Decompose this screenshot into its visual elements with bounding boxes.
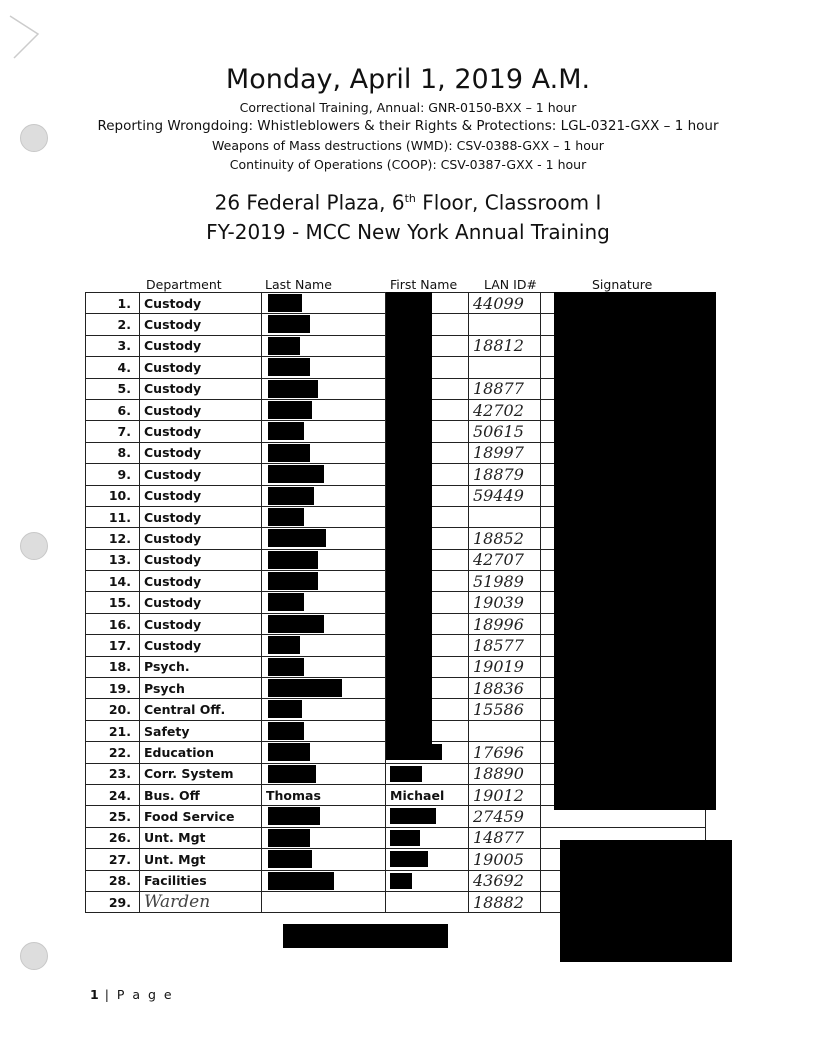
redaction-block [268,337,300,355]
lan-id-cell: 19039 [469,592,541,613]
row-number: 3. [86,335,140,356]
lan-id-cell: 42702 [469,399,541,420]
row-number: 21. [86,720,140,741]
redaction-block [268,679,342,697]
row-number: 6. [86,399,140,420]
lan-id-cell: 18890 [469,763,541,784]
page-corner-mark [8,14,40,60]
row-number: 18. [86,656,140,677]
row-number: 16. [86,613,140,634]
column-header-signature: Signature [592,277,653,292]
last-name-cell [262,656,386,677]
redaction-block [268,294,302,312]
row-number: 5. [86,378,140,399]
row-number: 25. [86,806,140,827]
redaction-block [268,444,310,462]
lan-id-cell [469,357,541,378]
department-cell: Bus. Off [140,784,262,805]
redaction-block [268,401,312,419]
row-number: 12. [86,528,140,549]
lan-id-cell: 18577 [469,635,541,656]
last-name-cell [262,827,386,848]
redaction-block [268,765,316,783]
redaction-block [283,924,448,948]
last-name-cell [262,891,386,912]
redaction-block [268,807,320,825]
department-cell: Custody [140,485,262,506]
department-cell: Corr. System [140,763,262,784]
punch-hole [20,942,48,970]
redaction-block [390,851,428,867]
redaction-block [268,422,304,440]
last-name-cell: Thomas [262,784,386,805]
lan-id-cell: 18882 [469,891,541,912]
lan-id-cell: 43692 [469,870,541,891]
course-line: Correctional Training, Annual: GNR-0150-BXX – 1 hour [239,100,577,115]
last-name-cell [262,335,386,356]
course-line: Reporting Wrongdoing: Whistleblowers & their Rights & Protections: LGL-0321-GXX – 1 hour [97,118,719,134]
department-cell: Warden [140,891,262,912]
lan-id-cell: 14877 [469,827,541,848]
last-name-cell [262,635,386,656]
redaction-block [268,722,304,740]
row-number: 27. [86,849,140,870]
row-number: 14. [86,571,140,592]
department-cell: Facilities [140,870,262,891]
last-name-cell [262,870,386,891]
lan-id-cell: 19005 [469,849,541,870]
last-name-cell [262,293,386,314]
row-number: 15. [86,592,140,613]
lan-id-cell: 18879 [469,464,541,485]
last-name-cell [262,485,386,506]
redaction-block [268,658,304,676]
lan-id-cell: 19012 [469,784,541,805]
lan-id-cell: 44099 [469,293,541,314]
department-cell: Custody [140,571,262,592]
row-number: 8. [86,442,140,463]
redaction-block [554,292,716,810]
first-name-cell [386,849,469,870]
first-name-cell [386,827,469,848]
last-name-cell [262,421,386,442]
last-name-cell [262,613,386,634]
lan-id-cell [469,314,541,335]
first-name-cell [386,870,469,891]
department-cell: Custody [140,293,262,314]
lan-id-cell: 42707 [469,549,541,570]
redaction-block [268,636,300,654]
redaction-block [560,840,732,962]
department-cell: Custody [140,635,262,656]
last-name-cell [262,464,386,485]
row-number: 7. [86,421,140,442]
lan-id-cell: 15586 [469,699,541,720]
department-cell: Custody [140,506,262,527]
department-cell: Central Off. [140,699,262,720]
redaction-block [390,873,412,889]
redaction-block [268,593,304,611]
department-cell: Custody [140,399,262,420]
redaction-block [268,508,304,526]
lan-id-cell: 18812 [469,335,541,356]
first-name-cell [386,763,469,784]
row-number: 26. [86,827,140,848]
location-line: 26 Federal Plaza, 6th Floor, Classroom I [214,190,602,215]
row-number: 24. [86,784,140,805]
lan-id-cell [469,506,541,527]
course-line: Continuity of Operations (COOP): CSV-0387-GXX - 1 hour [229,157,587,172]
redaction-block [390,766,422,782]
lan-id-cell: 18836 [469,678,541,699]
department-cell: Education [140,742,262,763]
last-name-cell [262,399,386,420]
redaction-block [390,830,420,846]
row-number: 9. [86,464,140,485]
first-name-cell [386,891,469,912]
department-cell: Psych [140,678,262,699]
last-name-cell [262,592,386,613]
row-number: 11. [86,506,140,527]
column-header-first-name: First Name [390,277,458,292]
department-cell: Unt. Mgt [140,827,262,848]
training-title: FY-2019 - MCC New York Annual Training [206,219,610,244]
lan-id-cell: 17696 [469,742,541,763]
department-cell: Custody [140,464,262,485]
redaction-block [268,315,310,333]
lan-id-cell: 18877 [469,378,541,399]
department-cell: Safety [140,720,262,741]
last-name-cell [262,720,386,741]
redaction-block [268,743,310,761]
lan-id-cell [469,720,541,741]
department-cell: Food Service [140,806,262,827]
lan-id-cell: 18996 [469,613,541,634]
lan-id-cell: 50615 [469,421,541,442]
column-header-department: Department [146,277,222,292]
department-cell: Custody [140,592,262,613]
department-cell: Custody [140,442,262,463]
last-name-cell [262,528,386,549]
row-number: 28. [86,870,140,891]
redaction-block [268,872,334,890]
column-header-lan-id: LAN ID# [484,277,537,292]
department-cell: Psych. [140,656,262,677]
row-number: 1. [86,293,140,314]
department-cell: Custody [140,421,262,442]
department-cell: Custody [140,549,262,570]
row-number: 20. [86,699,140,720]
redaction-block [268,700,302,718]
department-cell: Custody [140,613,262,634]
last-name-cell [262,314,386,335]
row-number: 23. [86,763,140,784]
last-name-cell [262,763,386,784]
redaction-block [268,850,312,868]
redaction-block [268,380,318,398]
course-line: Weapons of Mass destructions (WMD): CSV-0388-GXX – 1 hour [212,138,604,153]
lan-id-cell: 19019 [469,656,541,677]
redaction-block [268,358,310,376]
last-name-cell [262,357,386,378]
redaction-block [390,808,436,824]
department-cell: Custody [140,378,262,399]
department-cell: Custody [140,528,262,549]
lan-id-cell: 18852 [469,528,541,549]
lan-id-cell: 27459 [469,806,541,827]
redaction-block [268,572,318,590]
lan-id-cell: 59449 [469,485,541,506]
last-name-cell [262,571,386,592]
column-header-last-name: Last Name [265,277,332,292]
lan-id-cell: 51989 [469,571,541,592]
last-name-cell [262,742,386,763]
department-cell: Custody [140,357,262,378]
last-name-cell [262,849,386,870]
last-name-cell [262,378,386,399]
last-name-cell [262,506,386,527]
row-number: 4. [86,357,140,378]
row-number: 10. [86,485,140,506]
redaction-block [386,292,432,760]
redaction-block [268,487,314,505]
last-name-cell [262,678,386,699]
last-name-cell [262,549,386,570]
first-name-cell: Michael [386,784,469,805]
document-header [0,60,816,247]
row-number: 22. [86,742,140,763]
last-name-cell [262,806,386,827]
punch-hole [20,532,48,560]
redaction-block [268,529,326,547]
row-number: 17. [86,635,140,656]
department-cell: Custody [140,314,262,335]
session-title: Monday, April 1, 2019 A.M. [225,64,591,95]
redaction-block [268,829,310,847]
first-name-cell [386,806,469,827]
redaction-block [268,551,318,569]
row-number: 13. [86,549,140,570]
last-name-cell [262,699,386,720]
department-cell: Unt. Mgt [140,849,262,870]
lan-id-cell: 18997 [469,442,541,463]
last-name-cell [262,442,386,463]
redaction-block [268,615,324,633]
row-number: 2. [86,314,140,335]
redaction-block [268,465,324,483]
row-number: 29. [86,891,140,912]
row-number: 19. [86,678,140,699]
department-cell: Custody [140,335,262,356]
page-footer: 1 | P a g e [90,987,174,1002]
